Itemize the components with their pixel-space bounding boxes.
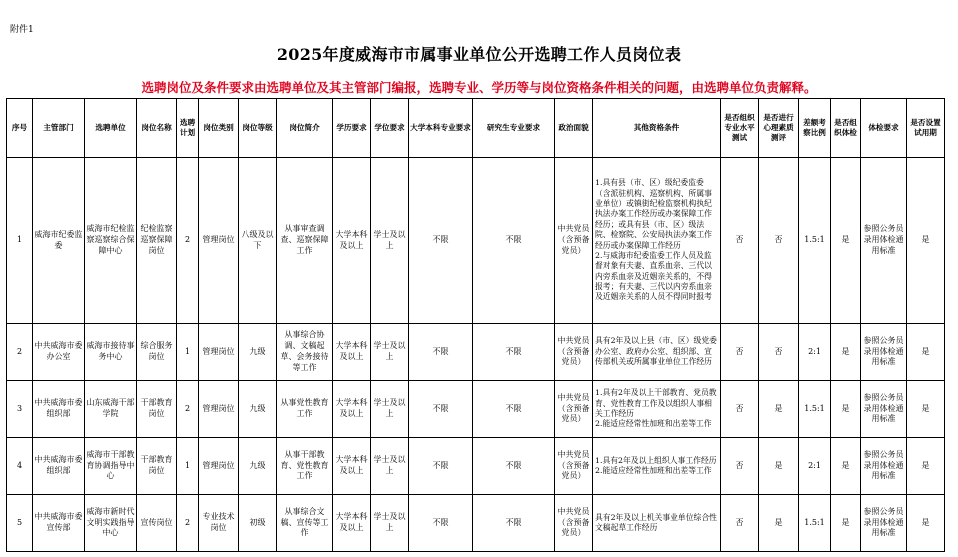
cell-intro: 从事审查调查、巡察保障工作 xyxy=(277,158,333,324)
cell-std: 参照公务员录用体检通用标准 xyxy=(861,495,907,552)
cell-intro: 从事综合文稿、宣传等工作 xyxy=(277,495,333,552)
cell-phys: 是 xyxy=(831,495,861,552)
cell-unit: 威海市接待事务中心 xyxy=(85,324,137,381)
cell-degree: 学士及以上 xyxy=(371,495,409,552)
cell-degree: 学士及以上 xyxy=(371,324,409,381)
cell-degree: 学士及以上 xyxy=(371,438,409,495)
cell-dept: 中共威海市委组织部 xyxy=(33,438,85,495)
header-unit: 选聘单位 xyxy=(85,99,137,158)
cell-no: 5 xyxy=(7,495,33,552)
header-skill: 是否组织专业水平测试 xyxy=(721,99,759,158)
cell-ug: 不限 xyxy=(409,324,473,381)
header-psy: 是否进行心理素质测评 xyxy=(759,99,799,158)
cell-unit: 威海市新时代文明实践指导中心 xyxy=(85,495,137,552)
cell-unit: 山东威海干部学院 xyxy=(85,381,137,438)
cell-psy: 是 xyxy=(759,438,799,495)
header-std: 体检要求 xyxy=(861,99,907,158)
table-header-row xyxy=(7,99,945,158)
cell-ug: 不限 xyxy=(409,381,473,438)
cell-phys: 是 xyxy=(831,381,861,438)
cell-psy: 是 xyxy=(759,381,799,438)
cell-grade: 九级 xyxy=(239,324,277,381)
cell-trial: 是 xyxy=(907,438,945,495)
header-phys: 是否组织体检 xyxy=(831,99,861,158)
cell-phys: 是 xyxy=(831,438,861,495)
cell-pg: 不限 xyxy=(473,158,555,324)
header-cat: 岗位类别 xyxy=(199,99,239,158)
cell-edu: 大学本科及以上 xyxy=(333,158,371,324)
header-other: 其他资格条件 xyxy=(593,99,721,158)
cell-degree: 学士及以上 xyxy=(371,381,409,438)
cell-cat: 管理岗位 xyxy=(199,438,239,495)
cell-plan: 2 xyxy=(177,158,199,324)
cell-ratio: 1.5:1 xyxy=(799,158,831,324)
cell-pol: 中共党员（含预备党员） xyxy=(555,324,593,381)
cell-other: 1.具有2年及以上干部教育、党员教育、党性教育工作及以组织人事相关工作经历 2.能适应经常性加班和出差等工作 xyxy=(593,381,721,438)
cell-no: 4 xyxy=(7,438,33,495)
table-row xyxy=(7,324,945,381)
cell-skill: 否 xyxy=(721,324,759,381)
cell-other: 具有2年及以上县（市、区）级党委办公室、政府办公室、组织部、宣传部机关或所属事业单位工作经历 xyxy=(593,324,721,381)
header-grade: 岗位等级 xyxy=(239,99,277,158)
cell-psy: 否 xyxy=(759,158,799,324)
cell-ug: 不限 xyxy=(409,495,473,552)
cell-grade: 初级 xyxy=(239,495,277,552)
cell-pg: 不限 xyxy=(473,495,555,552)
table-row xyxy=(7,438,945,495)
cell-post: 纪检监察巡察保障岗位 xyxy=(137,158,177,324)
header-dept: 主管部门 xyxy=(33,99,85,158)
cell-std: 参照公务员录用体检通用标准 xyxy=(861,438,907,495)
header-pg: 研究生专业要求 xyxy=(473,99,555,158)
cell-grade: 九级 xyxy=(239,438,277,495)
cell-intro: 从事干部教育、党性教育工作 xyxy=(277,438,333,495)
cell-dept: 威海市纪委监委 xyxy=(33,158,85,324)
cell-post: 宣传岗位 xyxy=(137,495,177,552)
cell-dept: 中共威海市委组织部 xyxy=(33,381,85,438)
cell-skill: 否 xyxy=(721,438,759,495)
cell-pol: 中共党员（含预备党员） xyxy=(555,438,593,495)
cell-other: 1.具有2年及以上组织人事工作经历 2.能适应经常性加班和出差等工作 xyxy=(593,438,721,495)
cell-no: 3 xyxy=(7,381,33,438)
cell-skill: 否 xyxy=(721,495,759,552)
cell-ratio: 1.5:1 xyxy=(799,495,831,552)
cell-other: 1.具有县（市、区）级纪委监委（含派驻机构、巡察机构、所属事业单位）或镇街纪检监察机构执纪执法办案工作经历或办案保障工作经历；或具有县（市、区）级法院、检察院、公安局执法办案工作经历或办案保障工作经历 2.与威海市纪委监委工作人员及监督对象有夫妻、直系血亲、三代以内旁系血亲及近姻亲关系的，不得报考；有夫妻、三代以内旁系血亲及近姻亲关系的人员不得同时报考 xyxy=(593,158,721,324)
cell-trial: 是 xyxy=(907,495,945,552)
cell-ratio: 2:1 xyxy=(799,438,831,495)
cell-post: 综合服务岗位 xyxy=(137,324,177,381)
cell-unit: 威海市纪检监察巡察综合保障中心 xyxy=(85,158,137,324)
header-edu: 学历要求 xyxy=(333,99,371,158)
header-degree: 学位要求 xyxy=(371,99,409,158)
cell-pg: 不限 xyxy=(473,381,555,438)
header-ug: 大学本科专业要求 xyxy=(409,99,473,158)
attachment-label: 附件1 xyxy=(10,25,34,35)
header-post: 岗位名称 xyxy=(137,99,177,158)
cell-edu: 大学本科及以上 xyxy=(333,381,371,438)
header-pol: 政治面貌 xyxy=(555,99,593,158)
table-row xyxy=(7,495,945,552)
cell-skill: 否 xyxy=(721,158,759,324)
cell-edu: 大学本科及以上 xyxy=(333,495,371,552)
cell-trial: 是 xyxy=(907,381,945,438)
header-plan: 选聘计划 xyxy=(177,99,199,158)
cell-grade: 八级及以下 xyxy=(239,158,277,324)
cell-psy: 是 xyxy=(759,495,799,552)
cell-edu: 大学本科及以上 xyxy=(333,324,371,381)
cell-pg: 不限 xyxy=(473,324,555,381)
cell-dept: 中共威海市委宣传部 xyxy=(33,495,85,552)
header-ratio: 差额考察比例 xyxy=(799,99,831,158)
cell-plan: 1 xyxy=(177,438,199,495)
cell-cat: 管理岗位 xyxy=(199,324,239,381)
cell-degree: 学士及以上 xyxy=(371,158,409,324)
cell-pol: 中共党员（含预备党员） xyxy=(555,381,593,438)
cell-edu: 大学本科及以上 xyxy=(333,438,371,495)
cell-plan: 2 xyxy=(177,381,199,438)
cell-pol: 中共党员（含预备党员） xyxy=(555,158,593,324)
cell-post: 干部教育岗位 xyxy=(137,438,177,495)
cell-dept: 中共威海市委办公室 xyxy=(33,324,85,381)
cell-ratio: 1.5:1 xyxy=(799,381,831,438)
cell-phys: 是 xyxy=(831,324,861,381)
cell-ug: 不限 xyxy=(409,158,473,324)
notice-text: 选聘岗位及条件要求由选聘单位及其主管部门编报，选聘专业、学历等与岗位资格条件相关的问题，由选聘单位负责解释。 xyxy=(141,80,817,95)
positions-table xyxy=(6,98,945,552)
cell-other: 具有2年及以上机关事业单位综合性文稿起草工作经历 xyxy=(593,495,721,552)
header-intro: 岗位简介 xyxy=(277,99,333,158)
page-title: 2025年度威海市市属事业单位公开选聘工作人员岗位表 xyxy=(276,45,682,64)
cell-std: 参照公务员录用体检通用标准 xyxy=(861,381,907,438)
cell-ratio: 2:1 xyxy=(799,324,831,381)
cell-pol: 中共党员（含预备党员） xyxy=(555,495,593,552)
cell-phys: 是 xyxy=(831,158,861,324)
table-row xyxy=(7,381,945,438)
cell-grade: 九级 xyxy=(239,381,277,438)
cell-cat: 专业技术岗位 xyxy=(199,495,239,552)
cell-ug: 不限 xyxy=(409,438,473,495)
cell-intro: 从事综合协调、文稿起草、会务接待等工作 xyxy=(277,324,333,381)
cell-trial: 是 xyxy=(907,158,945,324)
cell-psy: 否 xyxy=(759,324,799,381)
cell-cat: 管理岗位 xyxy=(199,381,239,438)
cell-std: 参照公务员录用体检通用标准 xyxy=(861,324,907,381)
header-no: 序号 xyxy=(7,99,33,158)
cell-plan: 2 xyxy=(177,495,199,552)
cell-std: 参照公务员录用体检通用标准 xyxy=(861,158,907,324)
cell-pg: 不限 xyxy=(473,438,555,495)
table-row xyxy=(7,158,945,324)
cell-plan: 1 xyxy=(177,324,199,381)
cell-no: 1 xyxy=(7,158,33,324)
cell-cat: 管理岗位 xyxy=(199,158,239,324)
cell-intro: 从事党性教育工作 xyxy=(277,381,333,438)
header-trial: 是否设置试用期 xyxy=(907,99,945,158)
cell-trial: 是 xyxy=(907,324,945,381)
cell-post: 干部教育岗位 xyxy=(137,381,177,438)
cell-skill: 否 xyxy=(721,381,759,438)
cell-no: 2 xyxy=(7,324,33,381)
cell-unit: 威海市干部教育协调指导中心 xyxy=(85,438,137,495)
